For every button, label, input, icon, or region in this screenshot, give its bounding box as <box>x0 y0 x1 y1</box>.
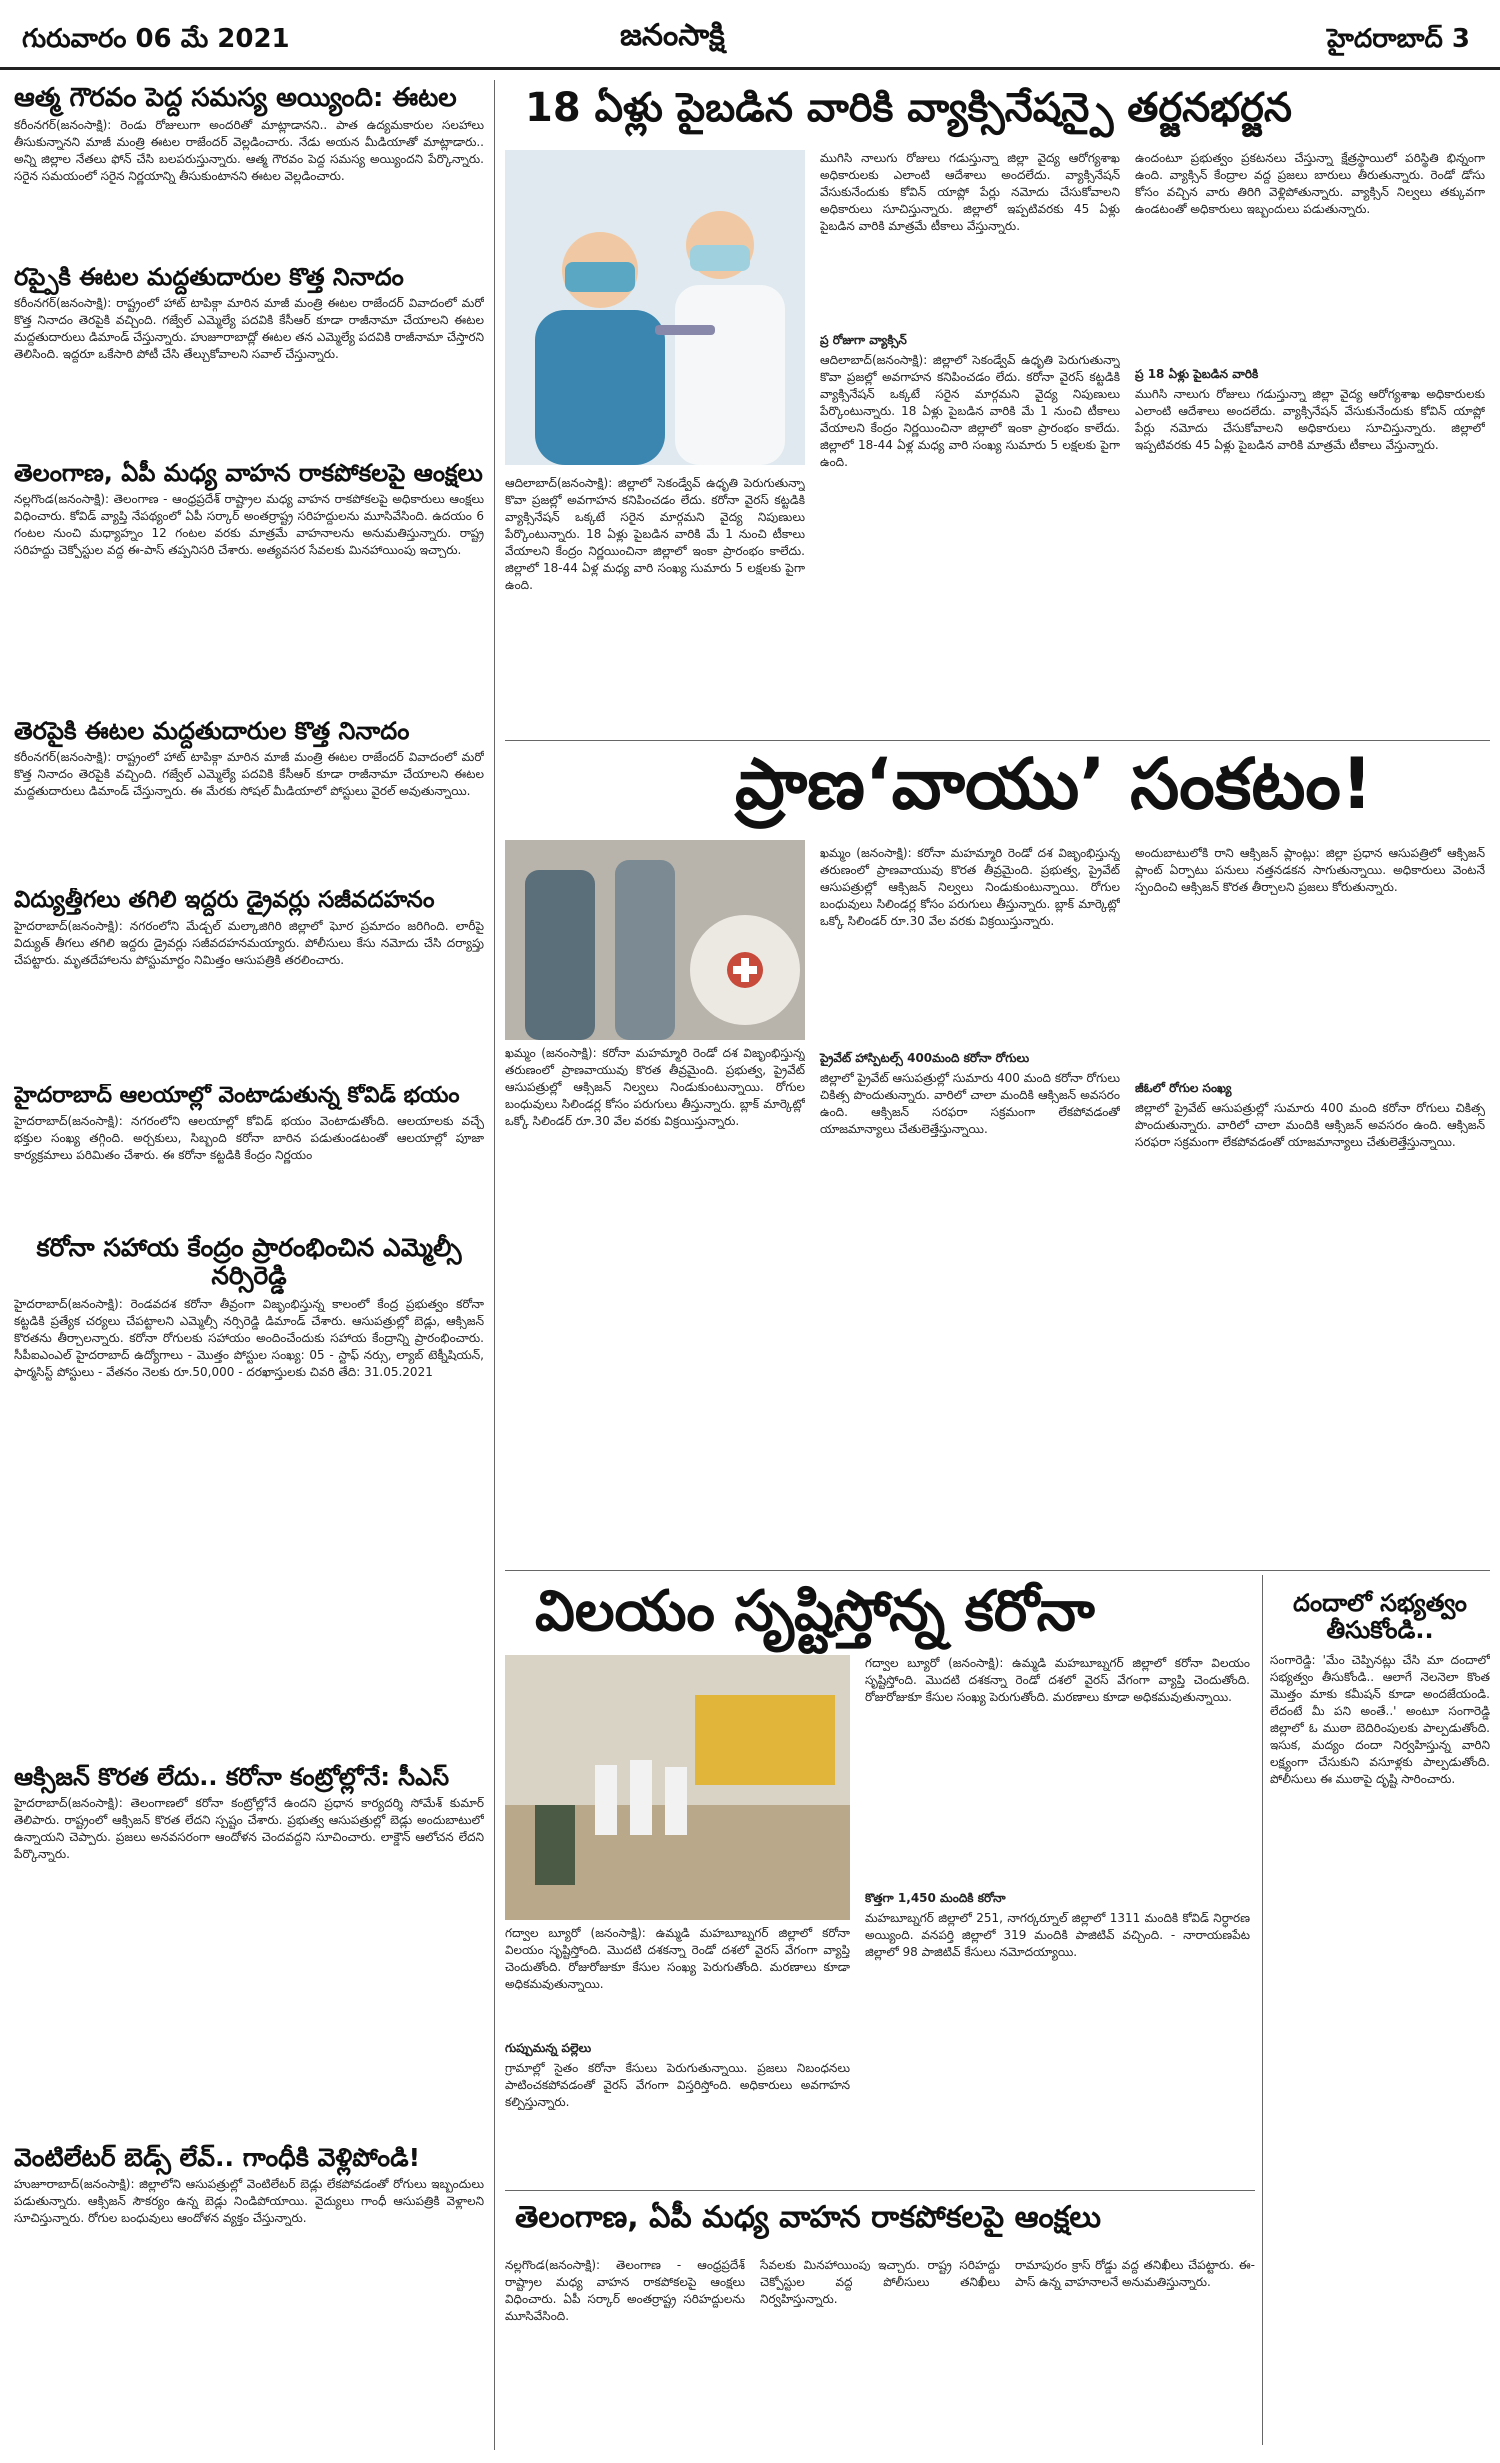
corona-body-1: గద్వాల బ్యూరో (జనంసాక్షి): ఉమ్మడి మహబూబ్నగర్ జిల్లాలో కరోనా విలయం సృష్టిస్తోంది. మొదటి దశకన్నా రెండో దశలో వైరస్ వేగంగా వ్యాప్తి చెందుతోంది. రోజురోజుకూ కేసుల సంఖ్య పెరుగుతోంది. మరణాలు కూడా అధికమవుతున్నాయి. <box>505 1926 850 1991</box>
article-body: హైదరాబాద్(జనంసాక్షి): నగరంలోని ఆలయాల్లో కోవిడ్ భయం వెంటాడుతోంది. ఆలయాలకు వచ్చే భక్తుల సంఖ్య తగ్గింది. అర్చకులు, సిబ్బంది కరోనా బారిన పడుతుండటంతో ఆలయాల్లో పూజా కార్యక్రమాలు పరిమితం చేశారు. ఈ కరోనా కట్టడికి కేంద్రం నిర్ణయం <box>14 1113 484 1162</box>
article-headline: వెంటిలేటర్ బెడ్స్ లేవ్.. గాంధీకి వెళ్లిపోండి! <box>14 2144 420 2172</box>
article <box>14 888 484 1084</box>
oxygen-subhead-1: ప్రైవేట్ హాస్పిటల్స్ 400మంది కరోనా రోగులు <box>820 1051 1030 1065</box>
article <box>14 84 484 264</box>
article-headline: తెరపైకి ఈటల మద్దతుదారుల కొత్త నినాదం <box>14 718 410 745</box>
section-divider <box>505 1570 1490 1571</box>
corona-headline: విలయం సృష్టిస్తోన్న కరోనా <box>535 1579 1095 1644</box>
corona-body-3: మహబూబ్నగర్ జిల్లాలో 251, నాగర్కర్నూల్ జిల్లాలో 1311 మందికి కోవిడ్ నిర్ధారణ అయ్యింది. వనపర్తి జిల్లాలో 319 మందికి పాజిటివ్ వచ్చింది. - నారాయణపేట జిల్లాలో 98 పాజిటివ్ కేసులు నమోదయ్యాయి. <box>865 1911 1250 1959</box>
oxygen-body-2b: జిల్లాలో ప్రైవేట్ ఆసుపత్రుల్లో సుమారు 400 మంది కరోనా రోగులు చికిత్స పొందుతున్నారు. వారిలో చాలా మందికి ఆక్సిజన్ అవసరం ఉంది. ఆక్సిజన్ సరఫరా సక్రమంగా లేకపోవడంతో యాజమాన్యాలు చేతులెత్తేస్తున్నాయి. <box>820 1071 1120 1136</box>
left-column <box>14 84 484 2454</box>
bottom-story <box>505 2195 1255 2450</box>
oxygen-subhead-2: జీఓలో రోగుల సంఖ్య <box>1135 1081 1232 1095</box>
oxygen-body-2: ఖమ్మం (జనంసాక్షి): కరోనా మహమ్మారి రెండో దశ విజృంభిస్తున్న తరుణంలో ప్రాణవాయువు కొరత తీవ్రమైంది. ప్రభుత్వ, ప్రైవేట్ ఆసుపత్రుల్లో ఆక్సిజన్ నిల్వలు నిండుకుంటున్నాయి. రోగుల బంధువులు సిలిండర్ల కోసం పరుగులు తీస్తున్నారు. బ్లాక్ మార్కెట్లో ఒక్కో సిలిండర్ రూ.30 వేల వరకు విక్రయిస్తున్నారు. <box>820 846 1120 928</box>
article <box>14 1234 484 1764</box>
article-body: కరీంనగర్(జనంసాక్షి): రాష్ట్రంలో హాట్ టాపిక్గా మారిన మాజీ మంత్రి ఈటల రాజేందర్ వివాదంలో మరో కొత్త నినాదం తెరపైకి వచ్చింది. గజ్వేల్ ఎమ్మెల్యే పదవికి కేసీఆర్ కూడా రాజీనామా చేయాలని ఈటల మద్దతుదారులు డిమాండ్ చేస్తున్నారు. హుజూరాబాద్లో ఈటల తన ఎమ్మెల్యే పదవికి రాజీనామా చేస్తారని తెలిసింది. ఇద్దరూ ఒకేసారి పోటీ చేసి తేల్చుకోవాలని సవాల్ చేస్తున్నారు. <box>14 295 484 361</box>
article-body: హైదరాబాద్(జనంసాక్షి): నగరంలోని మేడ్చల్ మల్కాజిగిరి జిల్లాలో ఘోర ప్రమాదం జరిగింది. లారీపై విద్యుత్ తీగలు తగిలి ఇద్దరు డ్రైవర్లు సజీవదహనమయ్యారు. పోలీసులు కేసు నమోదు చేసి దర్యాప్తు చేపట్టారు. మృతదేహాలను పోస్టుమార్టం నిమిత్తం ఆసుపత్రికి తరలించారు. <box>14 918 484 967</box>
oxygen-headline: ప్రాణ‘వాయు’ సంకటం! <box>735 743 1373 825</box>
column-divider <box>494 80 495 2450</box>
danda-headline: దందాలో సభ్యత్వం తీసుకోండి.. <box>1293 1590 1467 1644</box>
corona-photo <box>505 1655 850 1920</box>
corona-body-1b: గద్వాల బ్యూరో (జనంసాక్షి): ఉమ్మడి మహబూబ్నగర్ జిల్లాలో కరోనా విలయం సృష్టిస్తోంది. మొదటి దశకన్నా రెండో దశలో వైరస్ వేగంగా వ్యాప్తి చెందుతోంది. రోజురోజుకూ కేసుల సంఖ్య పెరుగుతోంది. మరణాలు కూడా అధికమవుతున్నాయి. <box>865 1656 1250 1704</box>
vaccine-body-3: ఉందంటూ ప్రభుత్వం ప్రకటనలు చేస్తున్నా క్షేత్రస్థాయిలో పరిస్థితి భిన్నంగా ఉంది. వ్యాక్సిన్ కేంద్రాల వద్ద ప్రజలు బారులు తీరుతున్నారు. రెండో డోసు కోసం వచ్చిన వారు తిరిగి వెళ్లిపోతున్నారు. వ్యాక్సిన్ నిల్వలు తక్కువగా ఉండటంతో అధికారులు ఇబ్బందులు పడుతున్నారు. <box>1135 151 1485 216</box>
issue-date: గురువారం 06 మే 2021 <box>22 24 290 54</box>
corona-subhead-1: గుప్పుమన్న పల్లెలు <box>505 2041 592 2055</box>
danda-body: సంగారెడ్డి: 'మేం చెప్పినట్లు చేసి మా దందాలో సభ్యత్వం తీసుకోండి.. ఆలాగే నెలనెలా కొంత మొత్తం మాకు కమీషన్ కూడా అందజేయండి. లేదంటే మీ పని అంతే..' అంటూ సంగారెడ్డి జిల్లాలో ఓ ముఠా బెదిరింపులకు పాల్పడుతోంది. ఇసుక, మద్యం దందా నిర్వహిస్తున్న వారిని లక్ష్యంగా చేసుకుని వసూళ్లకు పాల్పడుతోంది. పోలీసులు ఈ ముఠాపై దృష్టి సారించారు. <box>1270 1652 1490 1786</box>
article-body: హైదరాబాద్(జనంసాక్షి): రెండవదశ కరోనా తీవ్రంగా విజృంభిస్తున్న కాలంలో కేంద్ర ప్రభుత్వం కరోనా కట్టడికి ప్రత్యేక చర్యలు చేపట్టాలని ఎమ్మెల్సీ నర్సిరెడ్డి డిమాండ్ చేశారు. ఆసుపత్రుల్లో బెడ్లు, ఆక్సిజన్ కొరతను తీర్చాలన్నారు. కరోనా రోగులకు సహాయం అందించేందుకు సహాయ కేంద్రాన్ని ప్రారంభించారు. సీపీఐఎంఎల్ హైదరాబాద్ ఉద్యోగాలు - మొత్తం పోస్టుల సంఖ్య: 05 - స్టాఫ్ నర్సు, ల్యాబ్ టెక్నీషియన్, ఫార్మసిస్ట్ పోస్టులు - వేతనం నెలకు రూ.50,000 - దరఖాస్తులకు చివరి తేది: 31.05.2021 <box>14 1297 484 1379</box>
vaccine-body-1: ఆదిలాబాద్(జనంసాక్షి): జిల్లాలో సెకండ్వేవ్ ఉధృతి పెరుగుతున్నా కొవా ప్రజల్లో అవగాహన కనిపించడం లేదు. కరోనా వైరస్ కట్టడికి వ్యాక్సినేషన్ ఒక్కటే సరైన మార్గమని వైద్య నిపుణులు పేర్కొంటున్నారు. 18 ఏళ్లు పైబడిన వారికి మే 1 నుంచి టీకాలు వేయాలని కేంద్రం నిర్ణయించినా జిల్లాలో ఇంకా ప్రారంభం కాలేదు. జిల్లాలో 18-44 ఏళ్ల మధ్య వారి సంఖ్య సుమారు 5 లక్షలకు పైగా ఉంది. <box>505 476 805 592</box>
danda-story <box>1270 1590 1490 2445</box>
vaccine-subhead-1: ప్ర రోజుగా వ్యాక్సిన్ <box>820 333 907 347</box>
article-body: కరీంనగర్(జనంసాక్షి): రాష్ట్రంలో హాట్ టాపిక్గా మారిన మాజీ మంత్రి ఈటల రాజేందర్ వివాదంలో మరో కొత్త నినాదం తెరపైకి వచ్చింది. గజ్వేల్ ఎమ్మెల్యే పదవికి కేసీఆర్ కూడా రాజీనామా చేయాలని ఈటల మద్దతుదారులు డిమాండ్ చేస్తున్నారు. ఈ మేరకు సోషల్ మీడియాలో పోస్టులు వైరల్ అవుతున్నాయి. <box>14 749 484 798</box>
article <box>14 264 484 460</box>
oxygen-story <box>505 745 1490 1565</box>
page-header <box>0 0 1500 70</box>
article-headline: కరోనా సహాయ కేంద్రం ప్రారంభించిన ఎమ్మెల్సీ నర్సిరెడ్డి <box>36 1234 462 1290</box>
burial-site-photo <box>505 1655 850 1920</box>
article <box>14 1764 484 2144</box>
bottom-body-1: నల్లగొండ(జనంసాక్షి): తెలంగాణ - ఆంధ్రప్రదేశ్ రాష్ట్రాల మధ్య వాహన రాకపోకలపై ఆంక్షలు విధించారు. ఏపీ సర్కార్ అంతర్రాష్ట్ర సరిహద్దులను మూసివేసింది. <box>505 2258 745 2323</box>
vaccine-body-3b: ముగిసి నాలుగు రోజులు గడుస్తున్నా జిల్లా వైద్య ఆరోగ్యశాఖ అధికారులకు ఎలాంటి ఆదేశాలు అందలేదు. వ్యాక్సినేషన్ వేసుకునేందుకు కోవిన్ యాప్లో పేర్లు నమోదు చేసుకోవాలని అధికారులు సూచిస్తున్నారు. జిల్లాలో ఇప్పటివరకు 45 ఏళ్లు పైబడిన వారికి మాత్రమే టీకాలు వేస్తున్నారు. <box>1135 387 1485 452</box>
article-headline: ఆత్మ గౌరవం పెద్ద సమస్య అయ్యింది: ఈటల <box>14 84 457 113</box>
article-body: హుజూరాబాద్(జనంసాక్షి): జిల్లాలోని ఆసుపత్రుల్లో వెంటిలేటర్ బెడ్లు లేకపోవడంతో రోగులు ఇబ్బందులు పడుతున్నారు. ఆక్సిజన్ సౌకర్యం ఉన్న బెడ్లు నిండిపోయాయి. వైద్యులు గాంధీ ఆసుపత్రికి వెళ్లాలని సూచిస్తున్నారు. రోగుల బంధువులు ఆందోళన వ్యక్తం చేస్తున్నారు. <box>14 2177 484 2225</box>
article-headline: ఆక్సిజన్ కొరత లేదు.. కరోనా కంట్రోల్లోనే: సీఎస్ <box>14 1764 450 1791</box>
vaccine-body-2: ముగిసి నాలుగు రోజులు గడుస్తున్నా జిల్లా వైద్య ఆరోగ్యశాఖ అధికారులకు ఎలాంటి ఆదేశాలు అందలేదు. వ్యాక్సినేషన్ వేసుకునేందుకు కోవిన్ యాప్లో పేర్లు నమోదు చేసుకోవాలని అధికారులు సూచిస్తున్నారు. జిల్లాలో ఇప్పటివరకు 45 ఏళ్లు పైబడిన వారికి మాత్రమే టీకాలు వేస్తున్నారు. <box>820 151 1120 233</box>
city-page: హైదరాబాద్ 3 <box>1327 24 1470 54</box>
vaccination-illustration <box>505 150 805 465</box>
article <box>14 718 484 888</box>
article-headline: విద్యుత్తీగలు తగిలి ఇద్దరు డ్రైవర్లు సజీవదహనం <box>14 888 435 913</box>
vaccine-headline: 18 ఏళ్లు పైబడిన వారికి వ్యాక్సినేషన్పై తర్జనభర్జన <box>525 85 1292 131</box>
article-body: కరీంనగర్(జనంసాక్షి): రెండు రోజులుగా అందరితో మాట్లాడానని.. పాత ఉద్యమకారుల సలహాలు తీసుకున్నానని మాజీ మంత్రి ఈటల రాజేందర్ వెల్లడించారు. నేడు అయన మీడియాతో మాట్లాడారు.. అన్ని జిల్లాల నేతలు ఫోన్ చేసి బలపరుస్తున్నారు. ఆత్మ గౌరవం పెద్ద సమస్య అయ్యిందని పేర్కొన్నారు. సరైన సమయంలో సరైన నిర్ణయాన్ని తీసుకుంటానని ఈటల వెల్లడించారు. <box>14 118 484 184</box>
corona-story <box>505 1575 1255 2185</box>
oxygen-body-3: అందుబాటులోకి రాని ఆక్సిజన్ ప్లాంట్లు: జిల్లా ప్రధాన ఆసుపత్రిలో ఆక్సిజన్ ప్లాంట్ ఏర్పాటు పనులు నత్తనడకన సాగుతున్నాయి. అధికారులు వెంటనే స్పందించి ఆక్సిజన్ కొరత తీర్చాలని ప్రజలు కోరుతున్నారు. <box>1135 846 1485 894</box>
bottom-headline: తెలంగాణ, ఏపీ మధ్య వాహన రాకపోకలపై ఆంక్షలు <box>515 2200 1102 2235</box>
bottom-body-2: సేవలకు మినహాయింపు ఇచ్చారు. రాష్ట్ర సరిహద్దు చెక్పోస్టుల వద్ద పోలీసులు తనిఖీలు నిర్వహిస్తున్నారు. <box>760 2258 1000 2306</box>
section-divider <box>505 2190 1255 2191</box>
article-headline: హైదరాబాద్ ఆలయాల్లో వెంటాడుతున్న కోవిడ్ భయం <box>14 1084 460 1108</box>
article <box>14 460 484 718</box>
vaccine-body-2b: ఆదిలాబాద్(జనంసాక్షి): జిల్లాలో సెకండ్వేవ్ ఉధృతి పెరుగుతున్నా కొవా ప్రజల్లో అవగాహన కనిపించడం లేదు. కరోనా వైరస్ కట్టడికి వ్యాక్సినేషన్ ఒక్కటే సరైన మార్గమని వైద్య నిపుణులు పేర్కొంటున్నారు. 18 ఏళ్లు పైబడిన వారికి మే 1 నుంచి టీకాలు వేయాలని కేంద్రం నిర్ణయించినా జిల్లాలో ఇంకా ప్రారంభం కాలేదు. జిల్లాలో 18-44 ఏళ్ల మధ్య వారి సంఖ్య సుమారు 5 లక్షలకు పైగా ఉంది. <box>820 353 1120 469</box>
corona-body-2: గ్రామాల్లో సైతం కరోనా కేసులు పెరుగుతున్నాయి. ప్రజలు నిబంధనలు పాటించకపోవడంతో వైరస్ వేగంగా విస్తరిస్తోంది. అధికారులు అవగాహన కల్పిస్తున్నారు. <box>505 2061 850 2109</box>
vaccine-photo <box>505 150 805 465</box>
vaccine-story <box>505 80 1490 735</box>
article-headline: రప్పైకి ఈటల మద్దతుదారుల కొత్త నినాదం <box>14 264 404 291</box>
column-divider <box>1262 1575 1263 2445</box>
section-divider <box>505 740 1490 741</box>
article <box>14 2144 484 2444</box>
article-body: నల్లగొండ(జనంసాక్షి): తెలంగాణ - ఆంధ్రప్రదేశ్ రాష్ట్రాల మధ్య వాహన రాకపోకలపై అధికారులు ఆంక్షలు విధించారు. కోవిడ్ వ్యాప్తి నేపథ్యంలో ఏపీ సర్కార్ అంతర్రాష్ట్ర సరిహద్దులను మూసివేసింది. ఉదయం 6 గంటల నుంచి మధ్యాహ్నం 12 గంటల వరకు మాత్రమే వాహనాలను అనుమతిస్తున్నారు. రాష్ట్ర సరిహద్దు చెక్పోస్టుల వద్ద ఈ-పాస్ తప్పనిసరి చేశారు. అత్యవసర సేవలకు మినహాయింపు ఇచ్చారు. <box>14 491 484 557</box>
masthead: జనంసాక్షి <box>620 18 725 53</box>
corona-subhead-2: కొత్తగా 1,450 మందికి కరోనా <box>865 1891 1006 1905</box>
oxygen-body-3b: జిల్లాలో ప్రైవేట్ ఆసుపత్రుల్లో సుమారు 400 మంది కరోనా రోగులు చికిత్స పొందుతున్నారు. వారిలో చాలా మందికి ఆక్సిజన్ అవసరం ఉంది. ఆక్సిజన్ సరఫరా సక్రమంగా లేకపోవడంతో యాజమాన్యాలు చేతులెత్తేస్తున్నాయి. <box>1135 1101 1485 1149</box>
bottom-body-3: రామాపురం క్రాస్ రోడ్డు వద్ద తనిఖీలు చేపట్టారు. ఈ-పాస్ ఉన్న వాహనాలనే అనుమతిస్తున్నారు. <box>1015 2258 1255 2289</box>
oxygen-body-1: ఖమ్మం (జనంసాక్షి): కరోనా మహమ్మారి రెండో దశ విజృంభిస్తున్న తరుణంలో ప్రాణవాయువు కొరత తీవ్రమైంది. ప్రభుత్వ, ప్రైవేట్ ఆసుపత్రుల్లో ఆక్సిజన్ నిల్వలు నిండుకుంటున్నాయి. రోగుల బంధువులు సిలిండర్ల కోసం పరుగులు తీస్తున్నారు. బ్లాక్ మార్కెట్లో ఒక్కో సిలిండర్ రూ.30 వేల వరకు విక్రయిస్తున్నారు. <box>505 1046 805 1128</box>
vaccine-subhead-2: ప్ర 18 ఏళ్లు పైబడిన వారికి <box>1135 367 1259 381</box>
oxygen-photo <box>505 840 805 1040</box>
oxygen-cylinder-photo <box>505 840 805 1040</box>
article <box>14 1084 484 1234</box>
article-headline: తెలంగాణ, ఏపీ మధ్య వాహన రాకపోకలపై ఆంక్షలు <box>14 460 483 487</box>
article-body: హైదరాబాద్(జనంసాక్షి): తెలంగాణలో కరోనా కంట్రోల్లోనే ఉందని ప్రధాన కార్యదర్శి సోమేశ్ కుమార్ తెలిపారు. రాష్ట్రంలో ఆక్సిజన్ కొరత లేదని స్పష్టం చేశారు. ప్రభుత్వ ఆసుపత్రుల్లో బెడ్లు అందుబాటులో ఉన్నాయని చెప్పారు. ప్రజలు అనవసరంగా ఆందోళన చెందవద్దని సూచించారు. లాక్డౌన్ ఆలోచన లేదని పేర్కొన్నారు. <box>14 1795 484 1861</box>
